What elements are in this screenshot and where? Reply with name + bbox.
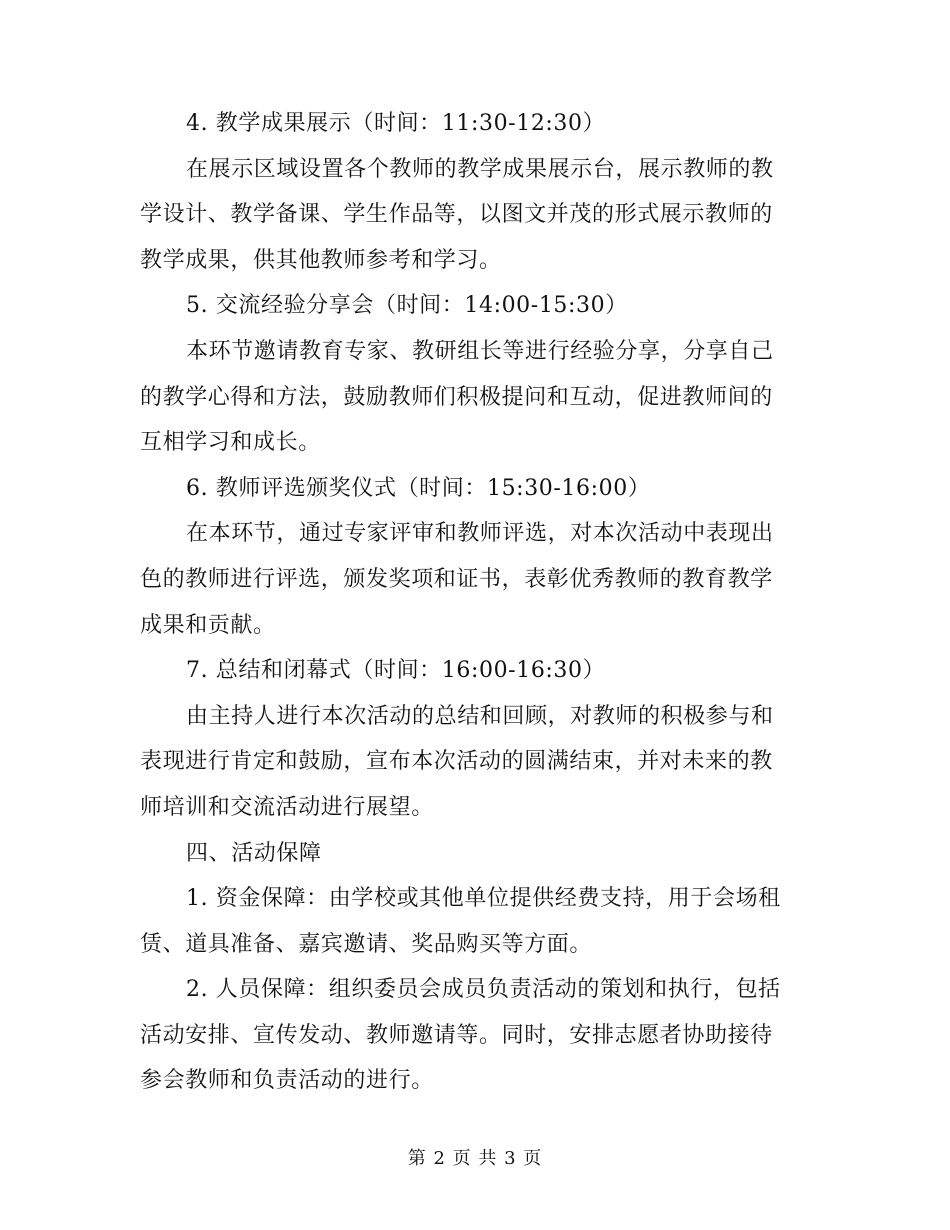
section-heading-closing: 7. 总结和闭幕式（时间：16:00-16:30）	[186, 658, 606, 684]
paragraph-line: 色的教师进行评选，颁发奖项和证书，表彰优秀教师的教育教学	[140, 566, 773, 592]
paragraph-line: 2. 人员保障：组织委员会成员负责活动的策划和执行，包括	[186, 977, 781, 1003]
paragraph-line: 教学成果，供其他教师参考和学习。	[140, 247, 502, 273]
paragraph-line: 师培训和交流活动进行展望。	[140, 794, 434, 820]
page-number-footer: 第 2 页 共 3 页	[407, 1148, 543, 1169]
paragraph-line: 活动安排、宣传发动、教师邀请等。同时，安排志愿者协助接待	[140, 1022, 773, 1048]
paragraph-line: 学设计、教学备课、学生作品等，以图文并茂的形式展示教师的	[140, 202, 773, 228]
section-heading-experience-sharing: 5. 交流经验分享会（时间：14:00-15:30）	[186, 293, 628, 319]
paragraph-line: 在展示区域设置各个教师的教学成果展示台，展示教师的教	[186, 156, 774, 182]
paragraph-line: 1. 资金保障：由学校或其他单位提供经费支持，用于会场租	[186, 886, 781, 912]
paragraph-line: 赁、道具准备、嘉宾邀请、奖品购买等方面。	[140, 931, 593, 957]
paragraph-line: 本环节邀请教育专家、教研组长等进行经验分享，分享自己	[186, 338, 774, 364]
paragraph-line: 成果和贡献。	[140, 612, 276, 638]
section-heading-activity-support: 四、活动保障	[186, 840, 322, 866]
section-heading-award-ceremony: 6. 教师评选颁奖仪式（时间：15:30-16:00）	[186, 475, 651, 501]
section-heading-teaching-results: 4. 教学成果展示（时间：11:30-12:30）	[186, 111, 606, 136]
paragraph-line: 的教学心得和方法，鼓励教师们积极提问和互动，促进教师间的	[140, 384, 773, 410]
document-body	[140, 101, 808, 1104]
paragraph-line: 在本环节，通过专家评审和教师评选，对本次活动中表现出	[186, 521, 774, 547]
paragraph-line: 参会教师和负责活动的进行。	[140, 1068, 434, 1094]
paragraph-line: 互相学习和成长。	[140, 430, 321, 456]
paragraph-line: 由主持人进行本次活动的总结和回顾，对教师的积极参与和	[186, 703, 774, 729]
paragraph-line: 表现进行肯定和鼓励，宣布本次活动的圆满结束，并对未来的教	[140, 749, 773, 775]
